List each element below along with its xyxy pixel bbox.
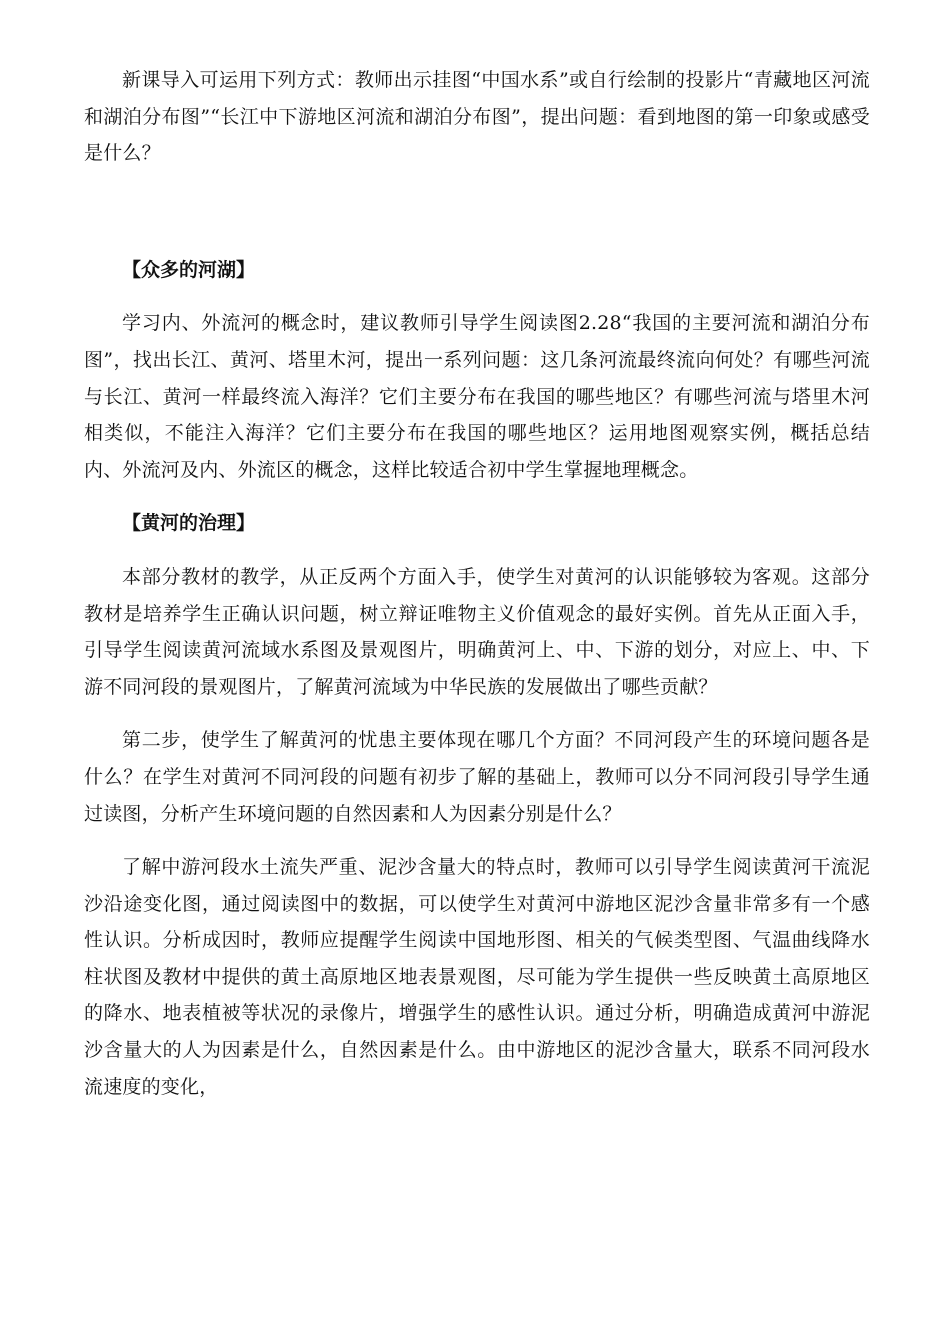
spacer — [84, 542, 870, 559]
spacer — [84, 832, 870, 849]
spacer — [84, 172, 870, 252]
section-heading-yellow-river: 【黄河的治理】 — [122, 512, 256, 535]
yellow-river-paragraph-2: 第二步，使学生了解黄河的忧患主要体现在哪几个方面？不同河段产生的环境问题各是什么？在学生对黄河不同河段的问题有初步了解的基础上，教师可以分不同河段引导学生通过读图，分析产生环境问题的自然因素和人为因素分别是什么？ — [84, 729, 870, 825]
spacer — [84, 705, 870, 722]
yellow-river-paragraph-1: 本部分教材的教学，从正反两个方面入手，使学生对黄河的认识能够较为客观。这部分教材是培养学生正确认识问题，树立辩证唯物主义价值观念的最好实例。首先从正面入手，引导学生阅读黄河流域水系图及景观图片，明确黄河上、中、下游的划分，对应上、中、下游不同河段的景观图片，了解黄河流域为中华民族的发展做出了哪些贡献？ — [84, 565, 870, 698]
document-page — [84, 62, 870, 1105]
spacer — [84, 288, 870, 305]
intro-paragraph: 新课导入可运用下列方式：教师出示挂图“中国水系”或自行绘制的投影片“青藏地区河流和湖泊分布图”“长江中下游地区河流和湖泊分布图”，提出问题：看到地图的第一印象或感受是什么？ — [84, 69, 870, 165]
rivers-lakes-paragraph: 学习内、外流河的概念时，建议教师引导学生阅读图2.28“我国的主要河流和湖泊分布图”，找出长江、黄河、塔里木河，提出一系列问题：这几条河流最终流向何处？有哪些河流与长江、黄河一样最终流入海洋？它们主要分布在我国的哪些地区？有哪些河流与塔里木河相类似，不能注入海洋？它们主要分布在我国的哪些地区？运用地图观察实例，概括总结内、外流河及内、外流区的概念，这样比较适合初中学生掌握地理概念。 — [84, 312, 870, 481]
yellow-river-paragraph-3: 了解中游河段水土流失严重、泥沙含量大的特点时，教师可以引导学生阅读黄河干流泥沙沿途变化图，通过阅读图中的数据，可以使学生对黄河中游地区泥沙含量非常多有一个感性认识。分析成因时，教师应提醒学生阅读中国地形图、相关的气候类型图、气温曲线降水柱状图及教材中提供的黄土高原地区地表景观图，尽可能为学生提供一些反映黄土高原地区的降水、地表植被等状况的录像片，增强学生的感性认识。通过分析，明确造成黄河中游泥沙含量大的人为因素是什么，自然因素是什么。由中游地区的泥沙含量大，联系不同河段水流速度的变化， — [84, 856, 870, 1098]
spacer — [84, 488, 870, 505]
section-heading-rivers-lakes: 【众多的河湖】 — [122, 258, 256, 281]
